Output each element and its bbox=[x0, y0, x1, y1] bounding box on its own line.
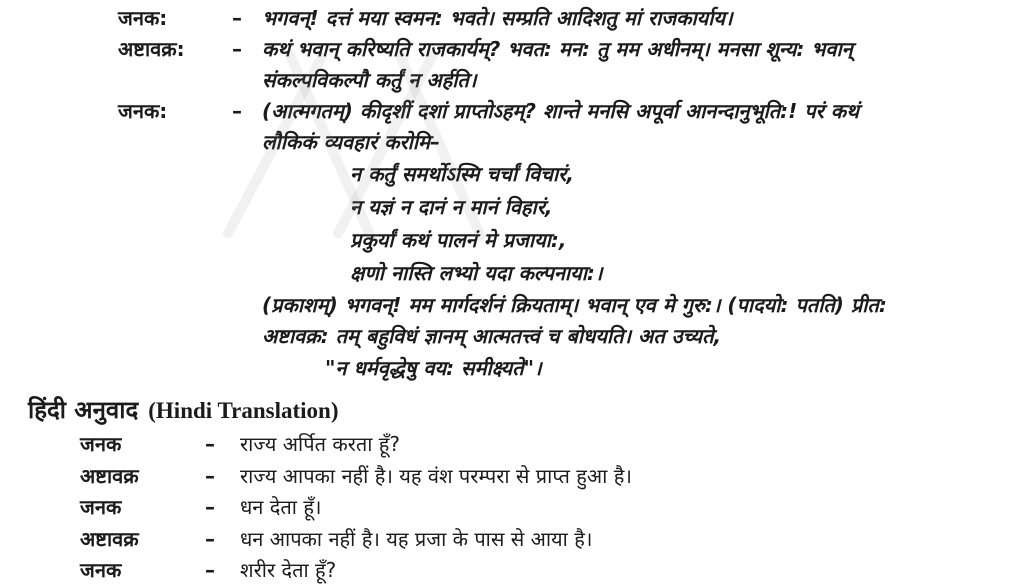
hindi-translation-block bbox=[0, 429, 1011, 587]
translation-text: राज्य अर्पित करता हूँ? bbox=[240, 432, 401, 456]
translation-text: राज्य आपका नहीं है। यह वंश परम्परा से प्राप्त हुआ है। bbox=[240, 463, 632, 488]
speaker-name: जनक bbox=[80, 558, 122, 582]
sanskrit-verse bbox=[350, 158, 887, 290]
dialogue-line: भगवन्! दत्तं मया स्वमन: भवते। सम्प्रति आदिशतु मां राजकार्याय। bbox=[262, 6, 733, 30]
speaker-name: जनक bbox=[80, 432, 122, 456]
dialogue-row-janak-2 bbox=[0, 96, 1011, 384]
translation-row bbox=[0, 461, 1011, 493]
translation-text: धन देता हूँ। bbox=[240, 495, 322, 519]
verse-line: क्षणो नास्ति लभ्यो यदा कल्पनाया:। bbox=[350, 261, 603, 285]
translation-row bbox=[0, 492, 1011, 524]
speaker-name: अष्टावक्र bbox=[80, 463, 139, 488]
dialogue-text bbox=[262, 96, 887, 384]
speaker-name: जनक bbox=[80, 495, 122, 519]
dialogue-dash: – bbox=[205, 463, 215, 488]
dialogue-line: लौकिकं व्यवहारं करोमि– bbox=[262, 130, 440, 154]
heading-hindi-text: हिंदी अनुवाद bbox=[28, 396, 139, 424]
dialogue-row-ashtavakra-1 bbox=[0, 34, 1011, 96]
translation-row bbox=[0, 524, 1011, 556]
dialogue-line: (आत्मगतम्) कीदृशीं दशां प्राप्तोऽहम्? शान्ते मनसि अपूर्वा आनन्दानुभूति:! परं कथं bbox=[262, 99, 859, 123]
dialogue-dash: – bbox=[205, 495, 215, 519]
dialogue-row-janak-1 bbox=[0, 3, 1011, 34]
dialogue-dash: – bbox=[232, 99, 242, 123]
speaker-name: अष्टावक्र: bbox=[118, 37, 185, 61]
dialogue-text bbox=[262, 34, 853, 96]
sanskrit-quote-line: "न धर्मवृद्धेषु वय: समीक्ष्यते"। bbox=[325, 356, 542, 380]
dialogue-line: (प्रकाशम्) भगवन्! मम मार्गदर्शनं क्रियताम्। भवान् एव मे गुरु:। (पादयो: पतति) प्रीत: bbox=[262, 293, 887, 317]
speaker-name: जनक: bbox=[118, 6, 168, 30]
translation-row bbox=[0, 429, 1011, 461]
dialogue-line: अष्टावक्र: तम् बहुविधं ज्ञानम् आत्मतत्त्वं च बोधयति। अत उच्यते, bbox=[262, 324, 722, 348]
translation-text: शरीर देता हूँ? bbox=[240, 558, 337, 582]
translation-row bbox=[0, 555, 1011, 587]
dialogue-line: कथं भवान् करिष्यति राजकार्यम्? भवत: मन: तु मम अधीनम्। मनसा शून्य: भवान् bbox=[262, 37, 853, 61]
hindi-translation-heading bbox=[28, 393, 1011, 426]
speaker-name: अष्टावक्र bbox=[80, 526, 139, 551]
dialogue-text bbox=[262, 3, 733, 34]
dialogue-dash: – bbox=[232, 6, 242, 30]
translation-text: धन आपका नहीं है। यह प्रजा के पास से आया है। bbox=[240, 526, 593, 551]
dialogue-dash: – bbox=[205, 526, 215, 551]
verse-line: प्रकुर्यां कथं पालनं मे प्रजाया:, bbox=[350, 228, 567, 252]
dialogue-dash: – bbox=[205, 558, 215, 582]
verse-line: न यज्ञं न दानं न मानं विहारं, bbox=[350, 195, 553, 219]
dialogue-dash: – bbox=[205, 432, 215, 456]
verse-line: न कर्तुं समर्थोऽस्मि चर्चां विचारं, bbox=[350, 162, 574, 186]
heading-english-text: (Hindi Translation) bbox=[148, 398, 339, 423]
dialogue-dash: – bbox=[232, 37, 242, 61]
speaker-name: जनक: bbox=[118, 99, 168, 123]
dialogue-line: संकल्पविकल्पौ कर्तुं न अर्हति। bbox=[262, 68, 477, 92]
